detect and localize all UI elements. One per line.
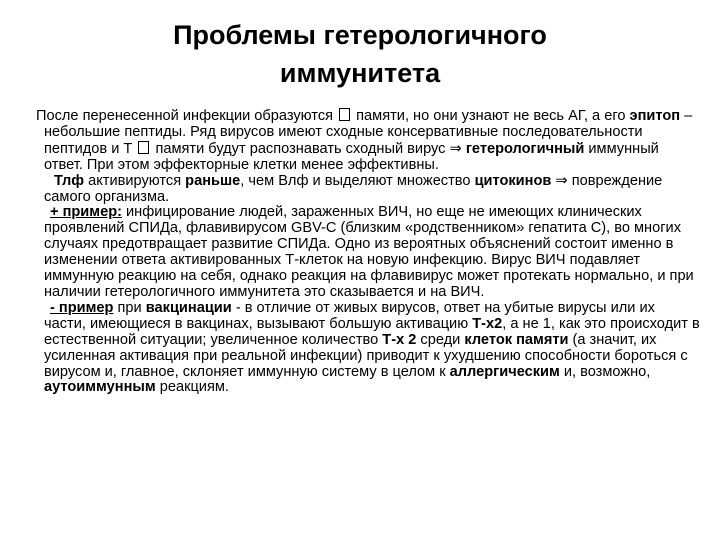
paragraph-positive-example: + пример: инфицирование людей, зараженных ВИЧ, но еще не имеющих клинических проявлений СПИДа, флавивирусом GBV-C (близким «родственником» гепатита С), во многих случаях предотвращает развитие СПИДа. Одно из вероятных объяснений состоит именно в изменении ответа активированных Т-клеток на новую инфекцию. Вирус ВИЧ подавляет иммунную реакцию на себя, однако реакция на флавивирус может протекать нормально, и при наличии гетерологичного иммунитета это сказывается и на ВИЧ. [44,204,694,300]
title-line-2: иммунитета [279,58,441,88]
slide-body [36,108,700,396]
term-allergic: аллергическим [449,363,560,380]
term-th2: Т-х2 [472,315,503,332]
term-th2-count: Т-х 2 [382,331,417,348]
paragraph-heterologous-memory: После перенесенной инфекции образуются памяти, но они узнают не весь АГ, а его эпитоп – небольшие пептиды. Ряд вирусов имеют сходные консервативные последовательности пептидов и Т памяти будут распознавать сходный вирус ⇒ гетерологичный иммунный ответ. При этом эффекторные клетки менее эффективны. [36,108,693,173]
term-heterologous: гетерологичный [465,140,585,157]
term-memory-cells: клеток памяти [464,331,569,348]
term-autoimmune: аутоиммунным [44,379,156,396]
term-earlier: раньше [185,172,241,189]
missing-glyph-box-icon [138,141,149,154]
term-vaccination: вакцинации [145,299,232,316]
term-cytokines: цитокинов [474,172,552,189]
implies-arrow-icon: ⇒ [449,140,462,157]
positive-example-label: + пример: [50,204,122,221]
term-epitope: эпитоп [629,108,681,124]
implies-arrow-icon: ⇒ [555,172,568,189]
title-line-1: Проблемы гетерологичного [173,20,547,50]
slide-title [60,16,660,92]
negative-example-label: - пример [50,299,114,316]
paragraph-t-lymphocytes: Тлф активируются раньше, чем Влф и выделяют множество цитокинов ⇒ повреждение самого организма. [44,172,663,205]
missing-glyph-box-icon [339,108,350,121]
term-tlf: Тлф [54,172,85,189]
paragraph-negative-example: - пример при вакцинации - в отличие от живых вирусов, ответ на убитые вирусы или их части, имеющиеся в вакцинах, вызывают большую активацию Т-х2, а не 1, как это происходит в естественной ситуации; увеличенное количество Т-х 2 среди клеток памяти (а значит, их усиленная активация при реальной инфекции) приводит к ухудшению способности бороться с вирусом и, главное, склоняет иммунную систему в целом к аллергическим и, возможно, аутоиммунным реакциям. [44,299,700,396]
